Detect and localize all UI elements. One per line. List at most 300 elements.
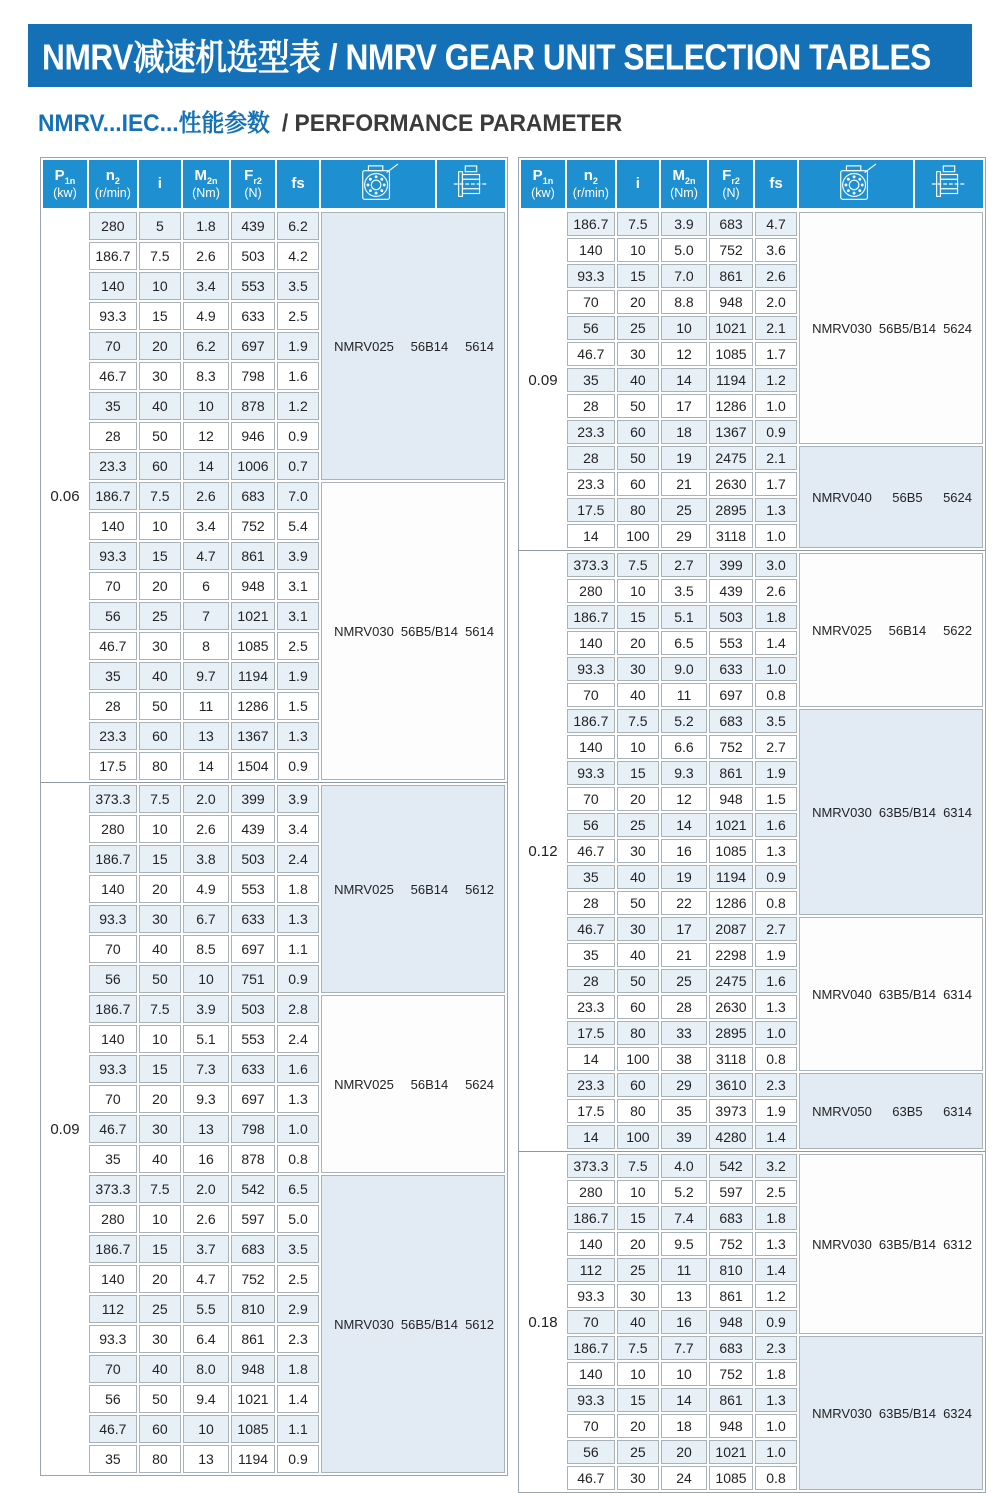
service-factor-cell: 1.3: [277, 1085, 319, 1113]
service-factor-cell: 2.4: [277, 845, 319, 873]
service-factor-cell: 1.0: [755, 657, 797, 681]
model-name: NMRV030: [812, 320, 872, 336]
power-group-table: [41, 783, 507, 1475]
radial-load-cell: 399: [709, 553, 753, 577]
motor-code: 5624: [943, 489, 972, 505]
radial-load-cell: 697: [231, 935, 275, 963]
service-factor-cell: 2.6: [755, 264, 797, 288]
output-speed-cell: 93.3: [567, 1388, 615, 1412]
torque-cell: 25: [661, 498, 707, 522]
torque-cell: 3.4: [183, 272, 229, 300]
power-cell: 0.12: [521, 553, 565, 1149]
ratio-cell: 80: [139, 752, 181, 780]
service-factor-cell: 1.0: [277, 1115, 319, 1143]
torque-cell: 9.3: [183, 1085, 229, 1113]
service-factor-cell: 7.0: [277, 482, 319, 510]
motor-code: 5612: [465, 881, 494, 897]
output-speed-cell: 35: [89, 662, 137, 690]
radial-load-cell: 752: [709, 1232, 753, 1256]
model-cell: [799, 212, 983, 444]
service-factor-cell: 0.9: [277, 1445, 319, 1473]
service-factor-cell: 1.2: [277, 392, 319, 420]
section-subtitle: [38, 103, 622, 138]
radial-load-cell: 503: [231, 995, 275, 1023]
output-speed-cell: 56: [567, 1440, 615, 1464]
col-header-unit-drawing: [799, 160, 913, 208]
radial-load-cell: 542: [231, 1175, 275, 1203]
ratio-cell: 15: [139, 542, 181, 570]
service-factor-cell: 4.2: [277, 242, 319, 270]
radial-load-cell: 439: [231, 815, 275, 843]
torque-cell: 11: [183, 692, 229, 720]
torque-cell: 2.6: [183, 242, 229, 270]
service-factor-cell: 1.3: [277, 905, 319, 933]
output-speed-cell: 23.3: [567, 472, 615, 496]
motor-code: 5614: [465, 623, 494, 639]
flange-code: 56B5/B14: [400, 623, 458, 639]
col-header-flange-drawing: [437, 160, 505, 208]
table-row: [521, 917, 983, 941]
table-row: [521, 553, 983, 577]
radial-load-cell: 3118: [709, 1047, 753, 1071]
torque-cell: 2.6: [183, 482, 229, 510]
col-header-ratio: i: [139, 160, 181, 208]
radial-load-cell: 503: [231, 242, 275, 270]
model-cell: [799, 1073, 983, 1149]
torque-cell: 6.7: [183, 905, 229, 933]
torque-cell: 10: [183, 965, 229, 993]
ratio-cell: 30: [617, 917, 659, 941]
torque-cell: 5.1: [183, 1025, 229, 1053]
ratio-cell: 15: [617, 605, 659, 629]
service-factor-cell: 2.5: [277, 302, 319, 330]
motor-code: 5612: [465, 1316, 494, 1332]
service-factor-cell: 3.5: [277, 272, 319, 300]
flange-code: 63B5: [892, 1103, 923, 1119]
ratio-cell: 15: [617, 264, 659, 288]
ratio-cell: 10: [139, 272, 181, 300]
flange-code: 56B5: [892, 489, 923, 505]
output-speed-cell: 35: [89, 1145, 137, 1173]
output-speed-cell: 280: [89, 1205, 137, 1233]
motor-code: 6314: [943, 1103, 972, 1119]
service-factor-cell: 1.4: [755, 631, 797, 655]
service-factor-cell: 1.9: [277, 662, 319, 690]
ratio-cell: 10: [617, 579, 659, 603]
radial-load-cell: 946: [231, 422, 275, 450]
output-speed-cell: 46.7: [89, 1415, 137, 1443]
service-factor-cell: 3.9: [277, 785, 319, 813]
service-factor-cell: 2.9: [277, 1295, 319, 1323]
col-header-power: $P_{1n}$ (kw): [521, 160, 565, 208]
service-factor-cell: 4.7: [755, 212, 797, 236]
torque-cell: 16: [661, 1310, 707, 1334]
ratio-cell: 25: [617, 1440, 659, 1464]
output-speed-cell: 186.7: [567, 212, 615, 236]
table-row: [43, 785, 505, 813]
torque-cell: 5.1: [661, 605, 707, 629]
page-title: NMRV减速机选型表 / NMRV GEAR UNIT SELECTION TABLES: [42, 35, 931, 77]
radial-load-cell: 948: [709, 1310, 753, 1334]
radial-load-cell: 1367: [709, 420, 753, 444]
motor-code: 6314: [943, 804, 972, 820]
radial-load-cell: 1194: [231, 1445, 275, 1473]
radial-load-cell: 2475: [709, 446, 753, 470]
radial-load-cell: 553: [231, 875, 275, 903]
service-factor-cell: 2.7: [755, 917, 797, 941]
output-speed-cell: 46.7: [567, 917, 615, 941]
page-banner: [28, 24, 972, 87]
ratio-cell: 10: [139, 512, 181, 540]
col-header-ratio: i: [617, 160, 659, 208]
ratio-cell: 20: [617, 631, 659, 655]
ratio-cell: 80: [617, 1021, 659, 1045]
ratio-cell: 20: [139, 1265, 181, 1293]
ratio-cell: 20: [139, 572, 181, 600]
col-header-output-speed: $n_2$ (r/min): [89, 160, 137, 208]
output-speed-cell: 23.3: [567, 1073, 615, 1097]
service-factor-cell: 0.8: [755, 891, 797, 915]
torque-cell: 14: [183, 752, 229, 780]
radial-load-cell: 597: [231, 1205, 275, 1233]
service-factor-cell: 0.8: [755, 683, 797, 707]
radial-load-cell: 1367: [231, 722, 275, 750]
ratio-cell: 15: [139, 1055, 181, 1083]
radial-load-cell: 3118: [709, 524, 753, 548]
torque-cell: 6.5: [661, 631, 707, 655]
ratio-cell: 60: [617, 420, 659, 444]
radial-load-cell: 553: [231, 272, 275, 300]
torque-cell: 9.0: [661, 657, 707, 681]
torque-cell: 21: [661, 472, 707, 496]
service-factor-cell: 1.8: [755, 1362, 797, 1386]
flange-code: 63B5/B14: [878, 986, 936, 1002]
service-factor-cell: 0.9: [277, 422, 319, 450]
motor-code: 5624: [465, 1076, 494, 1092]
ratio-cell: 20: [139, 332, 181, 360]
torque-cell: 2.0: [183, 785, 229, 813]
output-speed-cell: 186.7: [89, 995, 137, 1023]
service-factor-cell: 3.6: [755, 238, 797, 262]
output-speed-cell: 93.3: [89, 302, 137, 330]
torque-cell: 16: [661, 839, 707, 863]
radial-load-cell: 1194: [231, 662, 275, 690]
radial-load-cell: 553: [231, 1025, 275, 1053]
torque-cell: 9.3: [661, 761, 707, 785]
radial-load-cell: 1504: [231, 752, 275, 780]
power-cell: 0.18: [521, 1154, 565, 1490]
torque-cell: 18: [661, 1414, 707, 1438]
ratio-cell: 5: [139, 212, 181, 240]
torque-cell: 12: [661, 342, 707, 366]
service-factor-cell: 0.7: [277, 452, 319, 480]
output-speed-cell: 93.3: [89, 1325, 137, 1353]
output-speed-cell: 280: [89, 212, 137, 240]
service-factor-cell: 3.0: [755, 553, 797, 577]
ratio-cell: 20: [617, 787, 659, 811]
model-cell: [321, 482, 505, 780]
output-speed-cell: 35: [567, 943, 615, 967]
service-factor-cell: 0.9: [755, 1310, 797, 1334]
output-speed-cell: 56: [89, 1385, 137, 1413]
output-speed-cell: 93.3: [567, 761, 615, 785]
power-group-table: [519, 210, 985, 550]
torque-cell: 2.6: [183, 815, 229, 843]
col-header-output-speed: $n_2$ (r/min): [567, 160, 615, 208]
model-cell: [799, 917, 983, 1071]
output-speed-cell: 35: [567, 865, 615, 889]
service-factor-cell: 1.9: [755, 1099, 797, 1123]
radial-load-cell: 948: [231, 1355, 275, 1383]
output-speed-cell: 46.7: [89, 1115, 137, 1143]
service-factor-cell: 1.9: [755, 761, 797, 785]
torque-cell: 9.5: [661, 1232, 707, 1256]
ratio-cell: 10: [617, 1180, 659, 1204]
radial-load-cell: 2630: [709, 995, 753, 1019]
torque-cell: 3.9: [183, 995, 229, 1023]
torque-cell: 7: [183, 602, 229, 630]
model-cell: [321, 995, 505, 1173]
radial-load-cell: 1194: [709, 368, 753, 392]
selection-table-right: [518, 157, 986, 1493]
output-speed-cell: 93.3: [567, 1284, 615, 1308]
service-factor-cell: 1.2: [755, 368, 797, 392]
ratio-cell: 7.5: [617, 1154, 659, 1178]
ratio-cell: 100: [617, 524, 659, 548]
ratio-cell: 60: [139, 722, 181, 750]
ratio-cell: 40: [617, 943, 659, 967]
radial-load-cell: 752: [709, 735, 753, 759]
output-speed-cell: 93.3: [89, 1055, 137, 1083]
radial-load-cell: 633: [231, 302, 275, 330]
col-header-torque: $M_{2n}$ (Nm): [183, 160, 229, 208]
output-speed-cell: 23.3: [567, 995, 615, 1019]
torque-cell: 28: [661, 995, 707, 1019]
service-factor-cell: 1.2: [755, 1284, 797, 1308]
service-factor-cell: 1.0: [755, 394, 797, 418]
service-factor-cell: 1.6: [755, 813, 797, 837]
model-name: NMRV025: [334, 881, 394, 897]
torque-cell: 20: [661, 1440, 707, 1464]
torque-cell: 1.8: [183, 212, 229, 240]
radial-load-cell: 878: [231, 1145, 275, 1173]
torque-cell: 7.3: [183, 1055, 229, 1083]
output-speed-cell: 280: [567, 1180, 615, 1204]
service-factor-cell: 3.1: [277, 572, 319, 600]
radial-load-cell: 683: [231, 1235, 275, 1263]
radial-load-cell: 810: [709, 1258, 753, 1282]
torque-cell: 4.9: [183, 302, 229, 330]
power-group-table: [519, 1152, 985, 1492]
service-factor-cell: 3.1: [277, 602, 319, 630]
radial-load-cell: 752: [709, 238, 753, 262]
radial-load-cell: 683: [709, 212, 753, 236]
power-cell: 0.09: [521, 212, 565, 548]
col-header-torque: $M_{2n}$ (Nm): [661, 160, 707, 208]
output-speed-cell: 46.7: [89, 362, 137, 390]
power-group-table: [41, 210, 507, 782]
torque-cell: 13: [183, 722, 229, 750]
torque-cell: 19: [661, 865, 707, 889]
output-speed-cell: 17.5: [567, 1021, 615, 1045]
service-factor-cell: 1.4: [755, 1125, 797, 1149]
torque-cell: 8.3: [183, 362, 229, 390]
torque-cell: 12: [661, 787, 707, 811]
ratio-cell: 50: [139, 965, 181, 993]
ratio-cell: 7.5: [139, 785, 181, 813]
ratio-cell: 30: [617, 1284, 659, 1308]
torque-cell: 13: [183, 1445, 229, 1473]
ratio-cell: 100: [617, 1125, 659, 1149]
radial-load-cell: 633: [231, 905, 275, 933]
ratio-cell: 10: [617, 1362, 659, 1386]
gearbox-side-icon: [915, 163, 983, 205]
ratio-cell: 60: [139, 1415, 181, 1443]
service-factor-cell: 0.9: [755, 420, 797, 444]
service-factor-cell: 2.1: [755, 316, 797, 340]
radial-load-cell: 752: [231, 512, 275, 540]
motor-code: 5614: [465, 338, 494, 354]
ratio-cell: 7.5: [617, 709, 659, 733]
service-factor-cell: 0.9: [755, 865, 797, 889]
radial-load-cell: 683: [709, 1336, 753, 1360]
radial-load-cell: 633: [231, 1055, 275, 1083]
ratio-cell: 25: [139, 1295, 181, 1323]
output-speed-cell: 140: [89, 512, 137, 540]
torque-cell: 4.7: [183, 542, 229, 570]
radial-load-cell: 503: [709, 605, 753, 629]
ratio-cell: 10: [617, 735, 659, 759]
model-name: NMRV030: [812, 1236, 872, 1252]
radial-load-cell: 1021: [709, 1440, 753, 1464]
output-speed-cell: 140: [567, 238, 615, 262]
radial-load-cell: 948: [709, 1414, 753, 1438]
output-speed-cell: 70: [89, 1355, 137, 1383]
output-speed-cell: 23.3: [567, 420, 615, 444]
torque-cell: 5.0: [661, 238, 707, 262]
ratio-cell: 50: [617, 969, 659, 993]
ratio-cell: 60: [139, 452, 181, 480]
radial-load-cell: 861: [709, 1284, 753, 1308]
torque-cell: 8: [183, 632, 229, 660]
ratio-cell: 7.5: [139, 482, 181, 510]
radial-load-cell: 1085: [709, 1466, 753, 1490]
model-name: NMRV030: [812, 804, 872, 820]
output-speed-cell: 112: [89, 1295, 137, 1323]
output-speed-cell: 56: [89, 965, 137, 993]
radial-load-cell: 4280: [709, 1125, 753, 1149]
service-factor-cell: 2.3: [755, 1336, 797, 1360]
radial-load-cell: 1021: [231, 1385, 275, 1413]
radial-load-cell: 399: [231, 785, 275, 813]
radial-load-cell: 861: [231, 542, 275, 570]
ratio-cell: 7.5: [139, 242, 181, 270]
torque-cell: 3.4: [183, 512, 229, 540]
output-speed-cell: 70: [89, 332, 137, 360]
radial-load-cell: 2298: [709, 943, 753, 967]
ratio-cell: 15: [139, 1235, 181, 1263]
torque-cell: 24: [661, 1466, 707, 1490]
ratio-cell: 40: [617, 865, 659, 889]
torque-cell: 5.2: [661, 1180, 707, 1204]
model-name: NMRV030: [334, 1316, 394, 1332]
output-speed-cell: 46.7: [567, 839, 615, 863]
output-speed-cell: 280: [567, 579, 615, 603]
output-speed-cell: 140: [89, 272, 137, 300]
service-factor-cell: 2.8: [277, 995, 319, 1023]
torque-cell: 14: [661, 1388, 707, 1412]
ratio-cell: 15: [617, 1206, 659, 1230]
output-speed-cell: 70: [89, 935, 137, 963]
radial-load-cell: 1286: [709, 891, 753, 915]
output-speed-cell: 28: [567, 969, 615, 993]
service-factor-cell: 5.4: [277, 512, 319, 540]
torque-cell: 8.5: [183, 935, 229, 963]
output-speed-cell: 186.7: [89, 1235, 137, 1263]
selection-tables: [40, 157, 986, 1493]
ratio-cell: 7.5: [617, 1336, 659, 1360]
service-factor-cell: 1.7: [755, 472, 797, 496]
service-factor-cell: 1.8: [755, 1206, 797, 1230]
torque-cell: 8.8: [661, 290, 707, 314]
radial-load-cell: 503: [231, 845, 275, 873]
output-speed-cell: 35: [567, 368, 615, 392]
output-speed-cell: 14: [567, 1047, 615, 1071]
radial-load-cell: 2630: [709, 472, 753, 496]
model-name: NMRV025: [812, 622, 872, 638]
output-speed-cell: 70: [89, 1085, 137, 1113]
ratio-cell: 40: [139, 935, 181, 963]
output-speed-cell: 28: [567, 891, 615, 915]
model-name: NMRV050: [812, 1103, 872, 1119]
service-factor-cell: 1.8: [755, 605, 797, 629]
ratio-cell: 60: [617, 995, 659, 1019]
table-row: [521, 1073, 983, 1097]
torque-cell: 22: [661, 891, 707, 915]
service-factor-cell: 1.4: [277, 1385, 319, 1413]
ratio-cell: 100: [617, 1047, 659, 1071]
output-speed-cell: 28: [89, 692, 137, 720]
ratio-cell: 10: [139, 815, 181, 843]
radial-load-cell: 861: [231, 1325, 275, 1353]
torque-cell: 16: [183, 1145, 229, 1173]
output-speed-cell: 17.5: [567, 1099, 615, 1123]
output-speed-cell: 46.7: [89, 632, 137, 660]
ratio-cell: 30: [617, 1466, 659, 1490]
radial-load-cell: 752: [231, 1265, 275, 1293]
torque-cell: 38: [661, 1047, 707, 1071]
ratio-cell: 7.5: [139, 1175, 181, 1203]
model-cell: [799, 709, 983, 915]
radial-load-cell: 1085: [231, 1415, 275, 1443]
output-speed-cell: 186.7: [89, 845, 137, 873]
output-speed-cell: 140: [89, 1265, 137, 1293]
flange-code: 63B5/B14: [878, 804, 936, 820]
ratio-cell: 30: [139, 632, 181, 660]
output-speed-cell: 140: [567, 631, 615, 655]
radial-load-cell: 683: [231, 482, 275, 510]
torque-cell: 25: [661, 969, 707, 993]
ratio-cell: 50: [139, 422, 181, 450]
ratio-cell: 50: [139, 1385, 181, 1413]
service-factor-cell: 3.4: [277, 815, 319, 843]
table-row: [521, 1154, 983, 1178]
power-cell: 0.06: [43, 212, 87, 780]
service-factor-cell: 1.7: [755, 342, 797, 366]
table-row: [521, 446, 983, 470]
model-cell: [799, 446, 983, 548]
ratio-cell: 40: [139, 662, 181, 690]
